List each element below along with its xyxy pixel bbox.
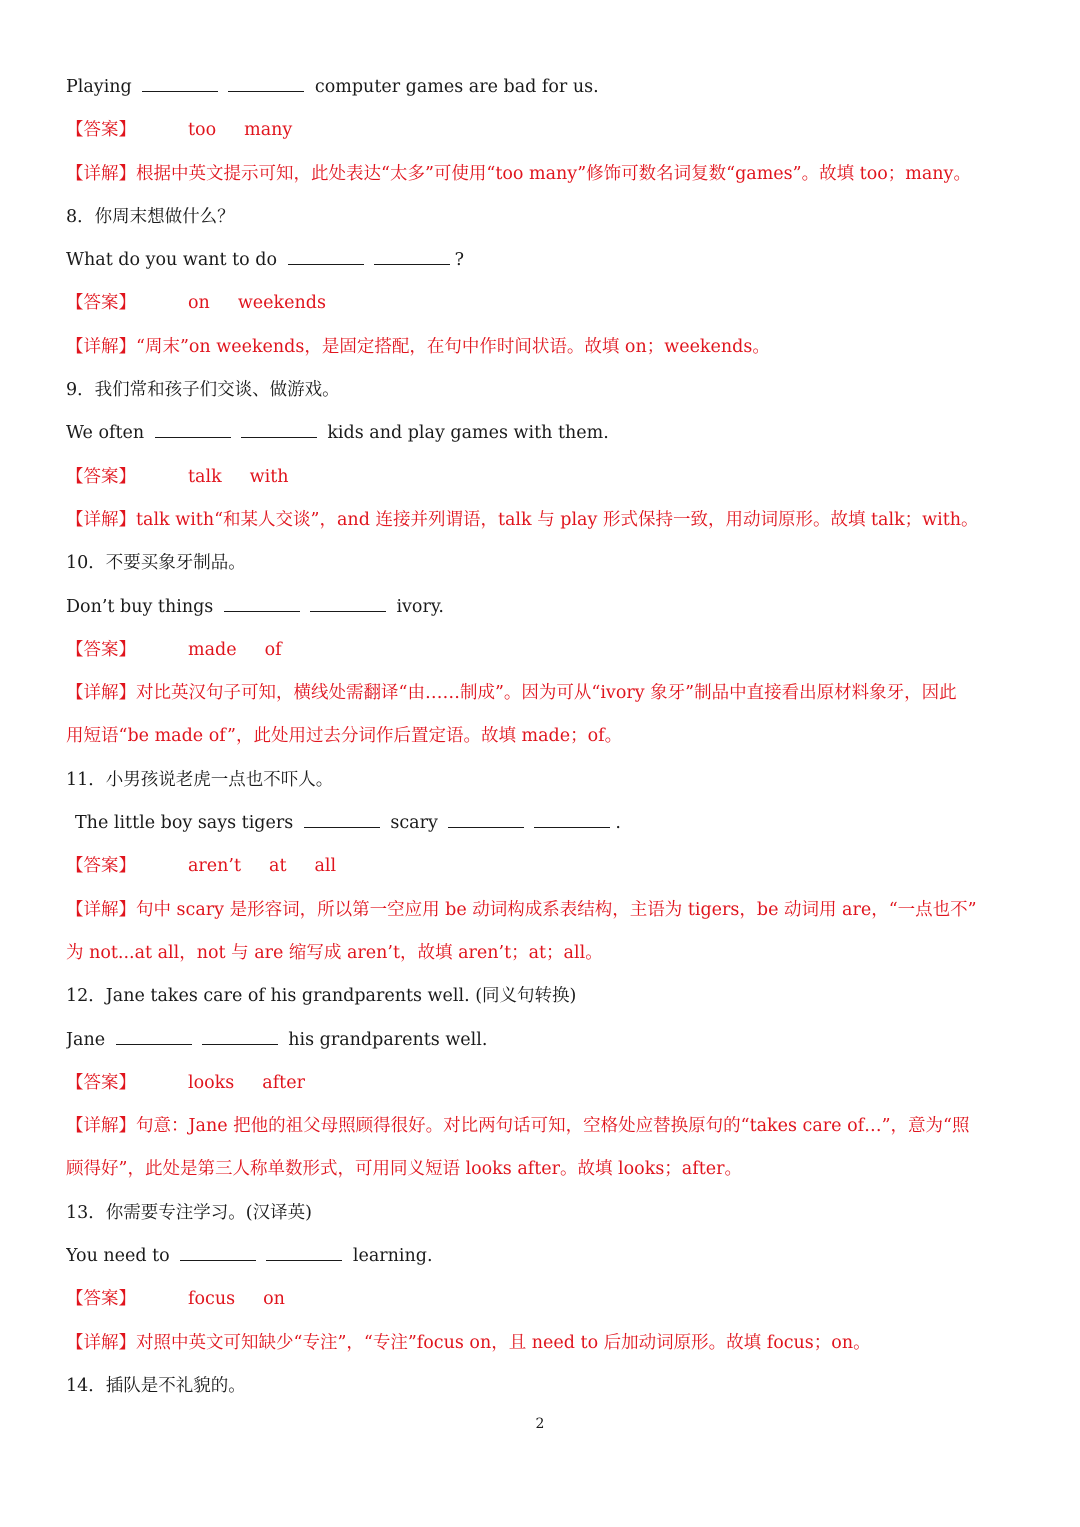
blank (228, 77, 304, 92)
blank (374, 250, 450, 265)
q7-prompt (66, 66, 1016, 109)
answer-word: aren’t (188, 856, 242, 877)
q7-prompt-text-a: Playing (66, 77, 132, 97)
q8-chinese: 8．你周末想做什么？ (66, 206, 235, 227)
blank (224, 597, 300, 612)
q10-explanation-2: 用短语“be made of”，此处用过去分词作后置定语。故填 made；of。 (66, 726, 623, 747)
q13-prompt-text-a: You need to (66, 1246, 170, 1267)
answer-word: too (188, 120, 217, 141)
answer-word: weekends (237, 293, 326, 314)
blank (304, 813, 380, 828)
q9-explanation: 【详解】talk with“和某人交谈”，and 连接并列谓语，talk 与 play 形式保持一致，用动词原形。故填 talk；with。 (66, 509, 979, 530)
answer-tag: 【答案】 (66, 1289, 136, 1310)
answer-word: all (314, 856, 337, 877)
q9-prompt-text-b: kids and play games with them. (327, 423, 609, 444)
answer-tag: 【答案】 (66, 639, 136, 660)
answer-word: with (249, 466, 289, 487)
page-number: 2 (535, 1416, 545, 1432)
q10-answer (66, 629, 1016, 672)
blank (534, 813, 610, 828)
q13-prompt-text-b: learning. (352, 1246, 433, 1267)
q12-explanation-1: 【详解】句意：Jane 把他的祖父母照顾得很好。对比两句话可知，空格处应替换原句的“takes care of…”，意为“照 (66, 1116, 970, 1137)
q11-prompt-text-c: . (615, 813, 621, 834)
q13-prompt (66, 1235, 1016, 1278)
q10-explanation-1: 【详解】对比英汉句子可知，横线处需翻译“由……制成”。因为可从“ivory 象牙”制品中直接看出原材料象牙，因此 (66, 683, 957, 704)
q14-chinese: 14．插队是不礼貌的。 (66, 1375, 246, 1396)
q12-prompt-text-b: his grandparents well. (288, 1029, 488, 1050)
q12-prompt (66, 1019, 1016, 1062)
q10-prompt (66, 586, 1016, 629)
q10-prompt-text-a: Don’t buy things (66, 596, 214, 617)
q7-explanation: 【详解】根据中英文提示可知，此处表达“太多”可使用“too many”修饰可数名词复数“games”。故填 too；many。 (66, 163, 971, 184)
q8-prompt-text-a: What do you want to do (66, 250, 277, 271)
blank (288, 250, 364, 265)
q11-prompt (66, 802, 1016, 845)
blank (142, 77, 218, 92)
q10-prompt-text-b: ivory. (396, 596, 444, 617)
blank (266, 1246, 342, 1261)
answer-word: on (263, 1289, 285, 1310)
q13-explanation: 【详解】对照中英文可知缺少“专注”，“专注”focus on，且 need to 后加动词原形。故填 focus；on。 (66, 1332, 871, 1353)
q13-chinese: 13．你需要专注学习。(汉译英) (66, 1202, 312, 1223)
q12-chinese: 12．Jane takes care of his grandparents well. (同义句转换) (66, 986, 577, 1007)
blank (241, 423, 317, 438)
answer-word: after (262, 1072, 305, 1093)
q7-answer (66, 109, 1016, 152)
q13-answer (66, 1278, 1016, 1321)
q11-answer (66, 845, 1016, 888)
answer-word: made (188, 639, 237, 660)
q9-prompt (66, 412, 1016, 455)
blank (180, 1246, 256, 1261)
q7-prompt-text-b: computer games are bad for us. (314, 77, 599, 97)
q11-chinese: 11．小男孩说老虎一点也不吓人。 (66, 769, 334, 790)
q12-explanation-2: 顾得好”，此处是第三人称单数形式，可用同义短语 looks after。故填 looks；after。 (66, 1159, 742, 1180)
answer-word: of (264, 639, 282, 660)
q8-prompt-text-b: ? (454, 250, 464, 271)
blank (310, 597, 386, 612)
q11-prompt-text-a: The little boy says tigers (75, 813, 294, 834)
q9-chinese: 9．我们常和孩子们交谈、做游戏。 (66, 380, 340, 401)
q11-explanation-2: 为 not...at all，not 与 are 缩写成 aren’t，故填 aren’t；at；all。 (66, 942, 603, 963)
answer-tag: 【答案】 (66, 1072, 136, 1093)
answer-tag: 【答案】 (66, 293, 136, 314)
answer-word: at (269, 856, 287, 877)
answer-tag: 【答案】 (66, 466, 136, 487)
q12-prompt-text-a: Jane (66, 1029, 106, 1050)
answer-word: looks (188, 1072, 235, 1093)
blank (116, 1030, 192, 1045)
answer-word: on (188, 293, 210, 314)
blank (202, 1030, 278, 1045)
answer-word: focus (188, 1289, 236, 1310)
q11-explanation-1: 【详解】句中 scary 是形容词，所以第一空应用 be 动词构成系表结构，主语为 tigers，be 动词用 are，“一点也不” (66, 899, 977, 920)
answer-word: talk (188, 466, 222, 487)
document-page (66, 66, 1016, 1408)
answer-word: many (244, 120, 293, 141)
q9-answer (66, 456, 1016, 499)
answer-tag: 【答案】 (66, 120, 136, 141)
q11-prompt-text-b: scary (390, 813, 438, 834)
q9-prompt-text-a: We often (66, 423, 145, 444)
q8-answer (66, 282, 1016, 325)
blank (155, 423, 231, 438)
blank (448, 813, 524, 828)
q10-chinese: 10．不要买象牙制品。 (66, 553, 246, 574)
q12-answer (66, 1062, 1016, 1105)
q8-explanation: 【详解】“周末”on weekends，是固定搭配，在句中作时间状语。故填 on；weekends。 (66, 336, 770, 357)
answer-tag: 【答案】 (66, 856, 136, 877)
q8-prompt (66, 239, 1016, 282)
